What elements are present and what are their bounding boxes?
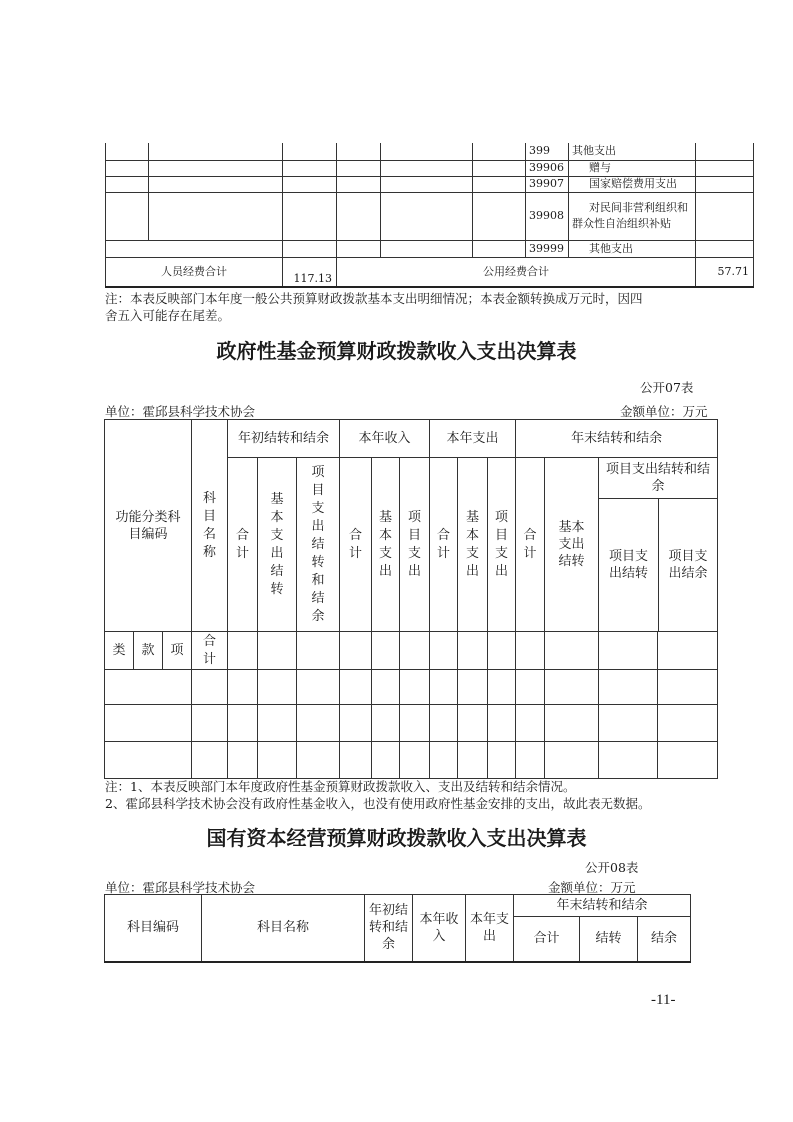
- header-code: 科目编码: [105, 895, 202, 962]
- subject-name: 其他支出: [569, 143, 696, 160]
- table-row: [106, 160, 754, 176]
- table-row: [106, 240, 754, 257]
- header-end-project-carry: 项目支出结转: [599, 499, 659, 631]
- unit-label: 单位：霍邱县科学技术协会: [105, 404, 256, 419]
- header-end-group: 年末结转和结余: [514, 895, 691, 917]
- subject-code: 39908: [526, 192, 569, 240]
- table-row: [105, 705, 718, 742]
- header-func-code: 功能分类科目编码: [105, 420, 192, 632]
- table-row: [106, 176, 754, 192]
- header-end-total: 合计: [514, 917, 580, 962]
- subject-name: 对民间非营利组织和群众性自治组织补贴: [569, 192, 696, 240]
- table-row: [106, 192, 754, 240]
- subject-name: 赠与: [569, 160, 696, 176]
- table-note: [105, 778, 650, 812]
- header-end-project-group: 项目支出结转和结余: [599, 458, 717, 499]
- header-expense-project: 项目支出: [488, 458, 516, 632]
- note-line: 2、霍邱县科学技术协会没有政府性基金收入，也没有使用政府性基金安排的支出，故此表无数据。: [105, 796, 651, 811]
- table-note: [105, 290, 643, 324]
- note-line: 注：1、本表反映部门本年度政府性基金预算财政拨款收入、支出及结转和结余情况。: [105, 779, 576, 794]
- amount-unit-label: 金额单位：万元: [620, 404, 708, 419]
- header-end-project-balance: 项目支出结余: [668, 549, 708, 581]
- header-end-project-cell: [599, 458, 718, 632]
- table-row: [106, 143, 754, 160]
- header-income-project: 项目支出: [400, 458, 430, 632]
- subject-code: 39999: [526, 240, 569, 257]
- header-begin-project: 项目支出结转和结余: [297, 458, 340, 632]
- header-expense-basic: 基本支出: [458, 458, 488, 632]
- subject-name: 其他支出: [569, 240, 696, 257]
- header-begin: 年初结转和结余: [365, 895, 413, 962]
- header-name: 科目名称: [202, 895, 365, 962]
- header-end-carry: 结转: [580, 917, 638, 962]
- page-number: -11-: [651, 992, 676, 1008]
- header-expense-group: 本年支出: [430, 420, 516, 458]
- note-line: 注：本表反映部门本年度一般公共预算财政拨款基本支出明细情况；本表金额转换成万元时，因四: [105, 291, 643, 306]
- header-income-total: 合计: [340, 458, 372, 632]
- note-line: 舍五入可能存在尾差。: [105, 308, 231, 323]
- header-end-basic: 基本支出结转: [545, 458, 599, 632]
- header-kuan: 款: [134, 632, 163, 670]
- public-total-label: 公用经费合计: [337, 257, 696, 287]
- amount-unit-label: 金额单位：万元: [548, 880, 636, 895]
- section-title: 国有资本经营预算财政拨款收入支出决算表: [206, 826, 587, 850]
- section-title: 政府性基金预算财政拨款收入支出决算表: [216, 339, 577, 363]
- subject-code: 399: [526, 143, 569, 160]
- subject-code: 39907: [526, 176, 569, 192]
- header-total: 合计: [192, 632, 228, 670]
- totals-row: [106, 257, 754, 287]
- header-xiang: 项: [163, 632, 192, 670]
- header-end-total: 合计: [516, 458, 545, 632]
- personnel-total-value: 117.13: [283, 257, 337, 287]
- basic-expenditure-detail-table: [105, 143, 754, 288]
- table-row: [105, 670, 718, 705]
- header-expense-total: 合计: [430, 458, 458, 632]
- header-income: 本年收入: [413, 895, 466, 962]
- header-end-balance: 结余: [638, 917, 691, 962]
- header-expense: 本年支出: [466, 895, 514, 962]
- header-income-basic: 基本支出: [372, 458, 400, 632]
- header-lei: 类: [105, 632, 134, 670]
- government-fund-table: [104, 419, 718, 779]
- form-number: 公开08表: [585, 860, 639, 875]
- header-subject-name: 科目名称: [192, 420, 228, 632]
- form-number: 公开07表: [640, 380, 694, 395]
- table-row: [105, 742, 718, 779]
- unit-label: 单位：霍邱县科学技术协会: [105, 880, 256, 895]
- header-income-group: 本年收入: [340, 420, 430, 458]
- subject-code: 39906: [526, 160, 569, 176]
- personnel-total-label: 人员经费合计: [106, 257, 283, 287]
- header-begin-basic: 基本支出结转: [258, 458, 297, 632]
- subject-name: 国家赔偿费用支出: [569, 176, 696, 192]
- public-total-value: 57.71: [696, 257, 754, 287]
- header-end-group: 年末结转和结余: [516, 420, 718, 458]
- state-capital-table: [104, 894, 691, 963]
- header-begin-group: 年初结转和结余: [228, 420, 340, 458]
- header-begin-total: 合计: [228, 458, 258, 632]
